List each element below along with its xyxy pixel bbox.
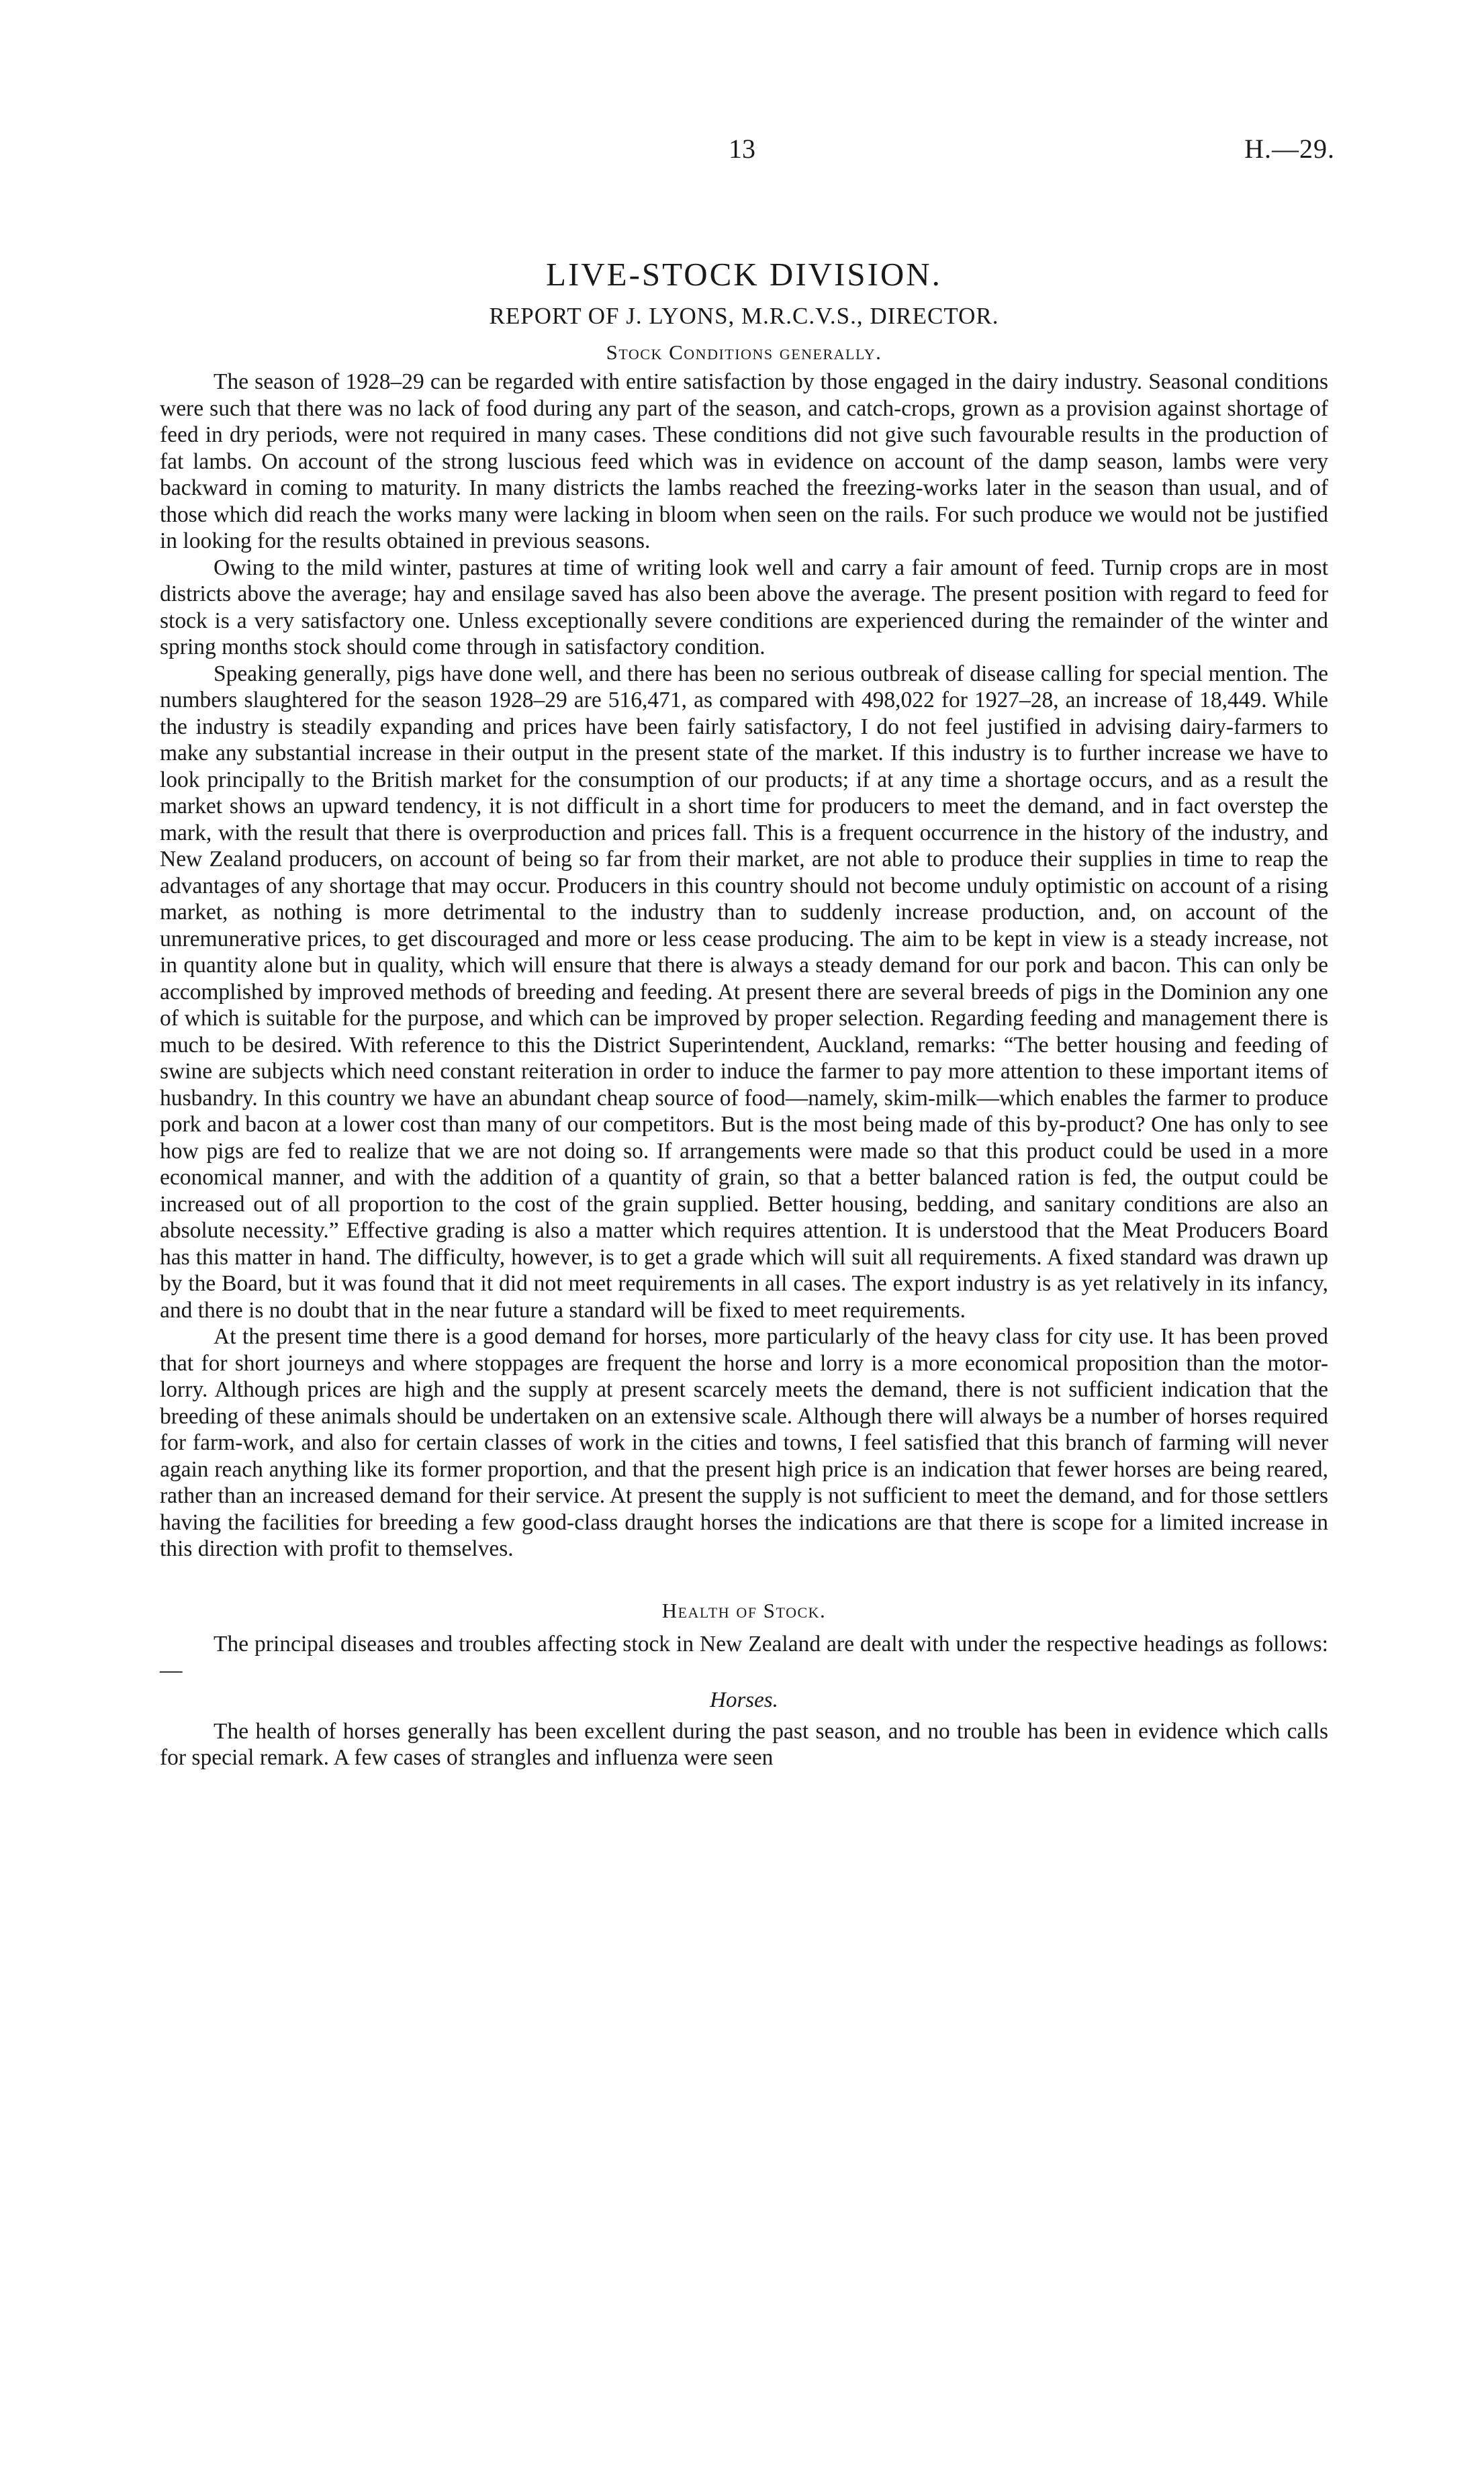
paragraph: Owing to the mild winter, pastures at time of writing look well and carry a fair amount of feed. Turnip crops are in most districts above the average; hay and ensilage saved has also been above the average. The present position with regard to feed for stock is a very satisfactory one. Unless exceptionally severe conditions are experienced during the remainder of the winter and spring months stock should come through in satisfactory condition. [160,555,1328,659]
paragraph: The season of 1928–29 can be regarded with entire satisfaction by those engaged in the dairy industry. Seasonal conditions were such that there was no lack of food during any part of the season, and catch-crops, grown as a provision against shortage of feed in dry periods, were not required in many cases. These conditions did not give such favourable results in the production of fat lambs. On account of the strong luscious feed which was in evidence on account of the damp season, lambs were very backward in coming to maturity. In many districts the lambs reached the freezing-works later in the season than usual, and of those which did reach the works many were lacking in bloom when seen on the rails. For such produce we would not be justified in looking for the results obtained in previous seasons. [160,369,1328,553]
section-health-of-stock [160,1599,1328,1771]
paragraph: Speaking generally, pigs have done well, and there has been no serious outbreak of disease calling for special mention. The numbers slaughtered for the season 1928–29 are 516,471, as compared with 498,022 for 1927–28, an increase of 18,449. While the industry is steadily expanding and prices have been fairly satisfactory, I do not feel justified in advising dairy-farmers to make any substantial increase in their output in the present state of the market. If this industry is to further increase we have to look principally to the British market for the consumption of our products; if at any time a shortage occurs, and as a result the market shows an upward tendency, it is not difficult in a short time for producers to meet the demand, and in fact overstep the mark, with the result that there is overproduction and prices fall. This is a frequent occurrence in the history of the industry, and New Zealand producers, on account of being so far from their market, are not able to produce their supplies in time to reap the advantages of any shortage that may occur. Producers in this country should not become unduly optimistic on account of a rising market, as nothing is more detrimental to the industry than to suddenly increase production, and, on account of the unremunerative prices, to get discouraged and more or less cease producing. The aim to be kept in view is a steady increase, not in quantity alone but in quality, which will ensure that there is always a steady demand for our pork and bacon. This can only be accomplished by improved methods of breeding and feeding. At present there are several breeds of pigs in the Dominion any one of which is suitable for the purpose, and which can be improved by proper selection. Regarding feeding and management there is much to be desired. With reference to this the District Superintendent, Auckland, remarks: “The better housing and feeding of swine are subjects which need constant reiteration in order to induce the farmer to pay more attention to these important items of husbandry. In this country we have an abundant cheap source of food—namely, skim-milk—which enables the farmer to produce pork and bacon at a lower cost than many of our competitors. But is the most being made of this by-product? One has only to see how pigs are fed to realize that we are not doing so. If arrangements were made so that this product could be used in a more economical manner, and with the addition of a quantity of grain, so that a better balanced ration is fed, the output could be increased out of all proportion to the cost of the grain supplied. Better housing, bedding, and sanitary conditions are also an absolute necessity.” Effective grading is also a matter which requires attention. It is understood that the Meat Producers Board has this matter in hand. The difficulty, however, is to get a grade which will suit all requirements. A fixed standard was drawn up by the Board, but it was found that it did not meet requirements in all cases. The export industry is as yet relatively in its infancy, and there is no doubt that in the near future a standard will be fixed to meet requirements. [160,661,1328,1323]
division-title: LIVE-STOCK DIVISION. [546,256,942,293]
section-heading: Stock Conditions generally. [606,340,882,364]
page-content [160,255,1328,1771]
subsection-heading-horses: Horses. [710,1687,778,1712]
section-stock-conditions [160,340,1328,1562]
section-heading: Health of Stock. [661,1598,827,1622]
report-title: REPORT OF J. LYONS, M.R.C.V.S., DIRECTOR. [489,303,999,329]
page-number: 13 [729,134,755,164]
paragraph: The principal diseases and troubles affecting stock in New Zealand are dealt with under the respective headings as follows:— [160,1631,1328,1683]
paragraph: At the present time there is a good demand for horses, more particularly of the heavy class for city use. It has been proved that for short journeys and where stoppages are frequent the horse and lorry is a more economical proposition than the motor-lorry. Although prices are high and the supply at present scarcely meets the demand, there is not sufficient indication that the breeding of these animals should be undertaken on an extensive scale. Although there will always be a number of horses required for farm-work, and also for certain classes of work in the cities and towns, I feel satisfied that this branch of farming will never again reach anything like its former proportion, and that the present high price is an indication that fewer horses are being reared, rather than an increased demand for their service. At present the supply is not sufficient to meet the demand, and for those settlers having the facilities for breeding a few good-class draught horses the indications are that there is scope for a limited increase in this direction with profit to themselves. [160,1324,1328,1561]
paragraph: The health of horses generally has been excellent during the past season, and no trouble has been in evidence which calls for special remark. A few cases of strangles and influenza were seen [160,1718,1328,1770]
document-reference: H.—29. [1244,134,1335,164]
